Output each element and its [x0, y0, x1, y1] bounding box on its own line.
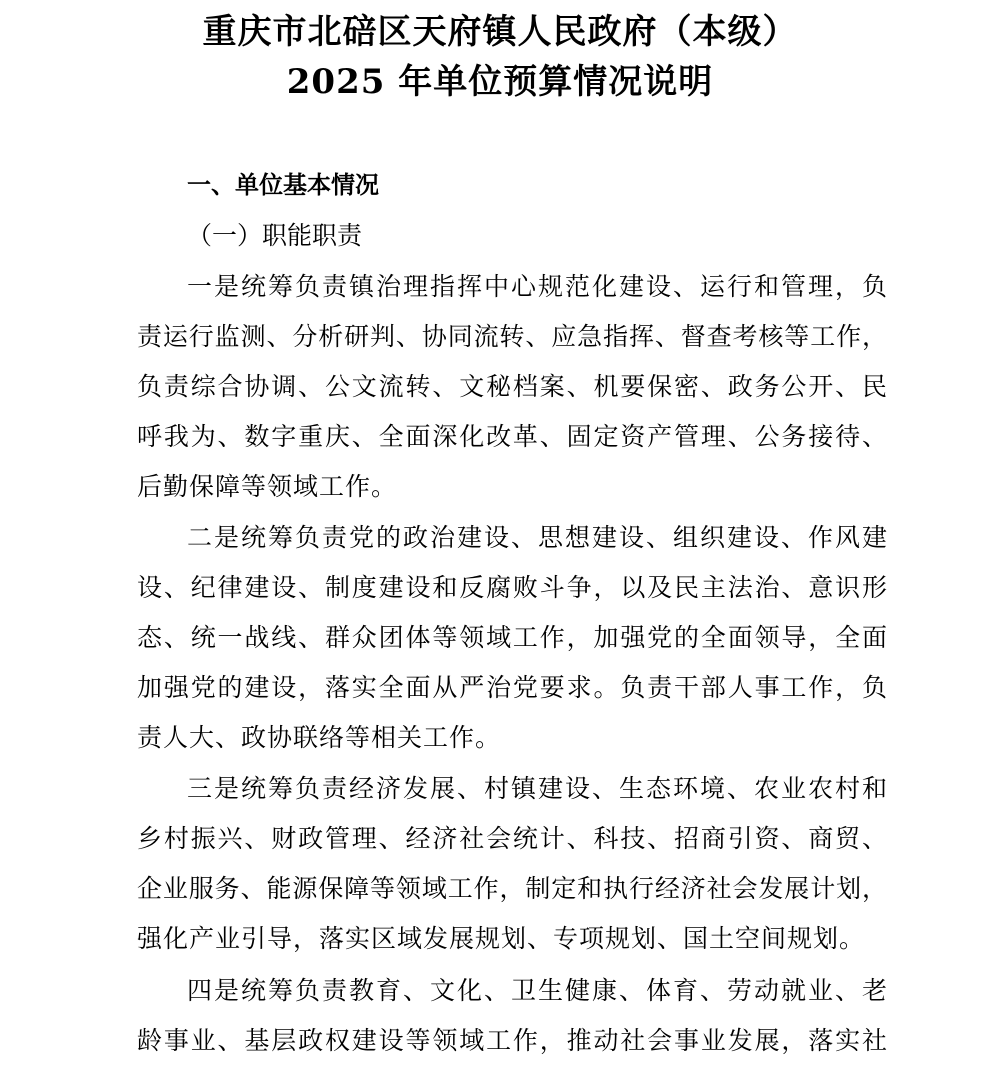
paragraph-line: 二是统筹负责党的政治建设、思想建设、组织建设、作风建: [187, 523, 887, 552]
subsection-heading: （一）职能职责: [187, 221, 363, 250]
paragraph-line: 强化产业引导，落实区域发展规划、专项规划、国土空间规划。: [137, 924, 866, 953]
paragraph-line: 三是统筹负责经济发展、村镇建设、生态环境、农业农村和: [187, 774, 887, 803]
paragraph-line: 乡村振兴、财政管理、经济社会统计、科技、招商引资、商贸、: [137, 824, 887, 853]
paragraph-line: 四是统筹负责教育、文化、卫生健康、体育、劳动就业、老: [187, 976, 887, 1005]
paragraph-line: 责运行监测、分析研判、协同流转、应急指挥、督查考核等工作，: [137, 322, 887, 351]
section-heading: 一、单位基本情况: [187, 171, 379, 199]
paragraph-line: 后勤保障等领域工作。: [137, 472, 398, 501]
paragraph-line: 负责综合协调、公文流转、文秘档案、机要保密、政务公开、民: [137, 372, 887, 401]
paragraph-line: 加强党的建设，落实全面从严治党要求。负责干部人事工作，负: [137, 673, 887, 702]
paragraph-line: 态、统一战线、群众团体等领域工作，加强党的全面领导，全面: [137, 623, 887, 652]
paragraph-line: 设、纪律建设、制度建设和反腐败斗争，以及民主法治、意识形: [137, 573, 887, 602]
paragraph-line: 呼我为、数字重庆、全面深化改革、固定资产管理、公务接待、: [137, 422, 887, 451]
paragraph-line: 一是统筹负责镇治理指挥中心规范化建设、运行和管理，负: [187, 272, 887, 301]
paragraph-line: 龄事业、基层政权建设等领域工作，推动社会事业发展，落实社: [137, 1026, 887, 1055]
paragraph-line: 企业服务、能源保障等领域工作，制定和执行经济社会发展计划，: [137, 874, 887, 903]
document-title-line-1: 重庆市北碚区天府镇人民政府（本级）: [202, 12, 798, 52]
document-title-line-2: 2025 年单位预算情况说明: [286, 62, 714, 102]
paragraph-line: 责人大、政协联络等相关工作。: [137, 723, 502, 752]
